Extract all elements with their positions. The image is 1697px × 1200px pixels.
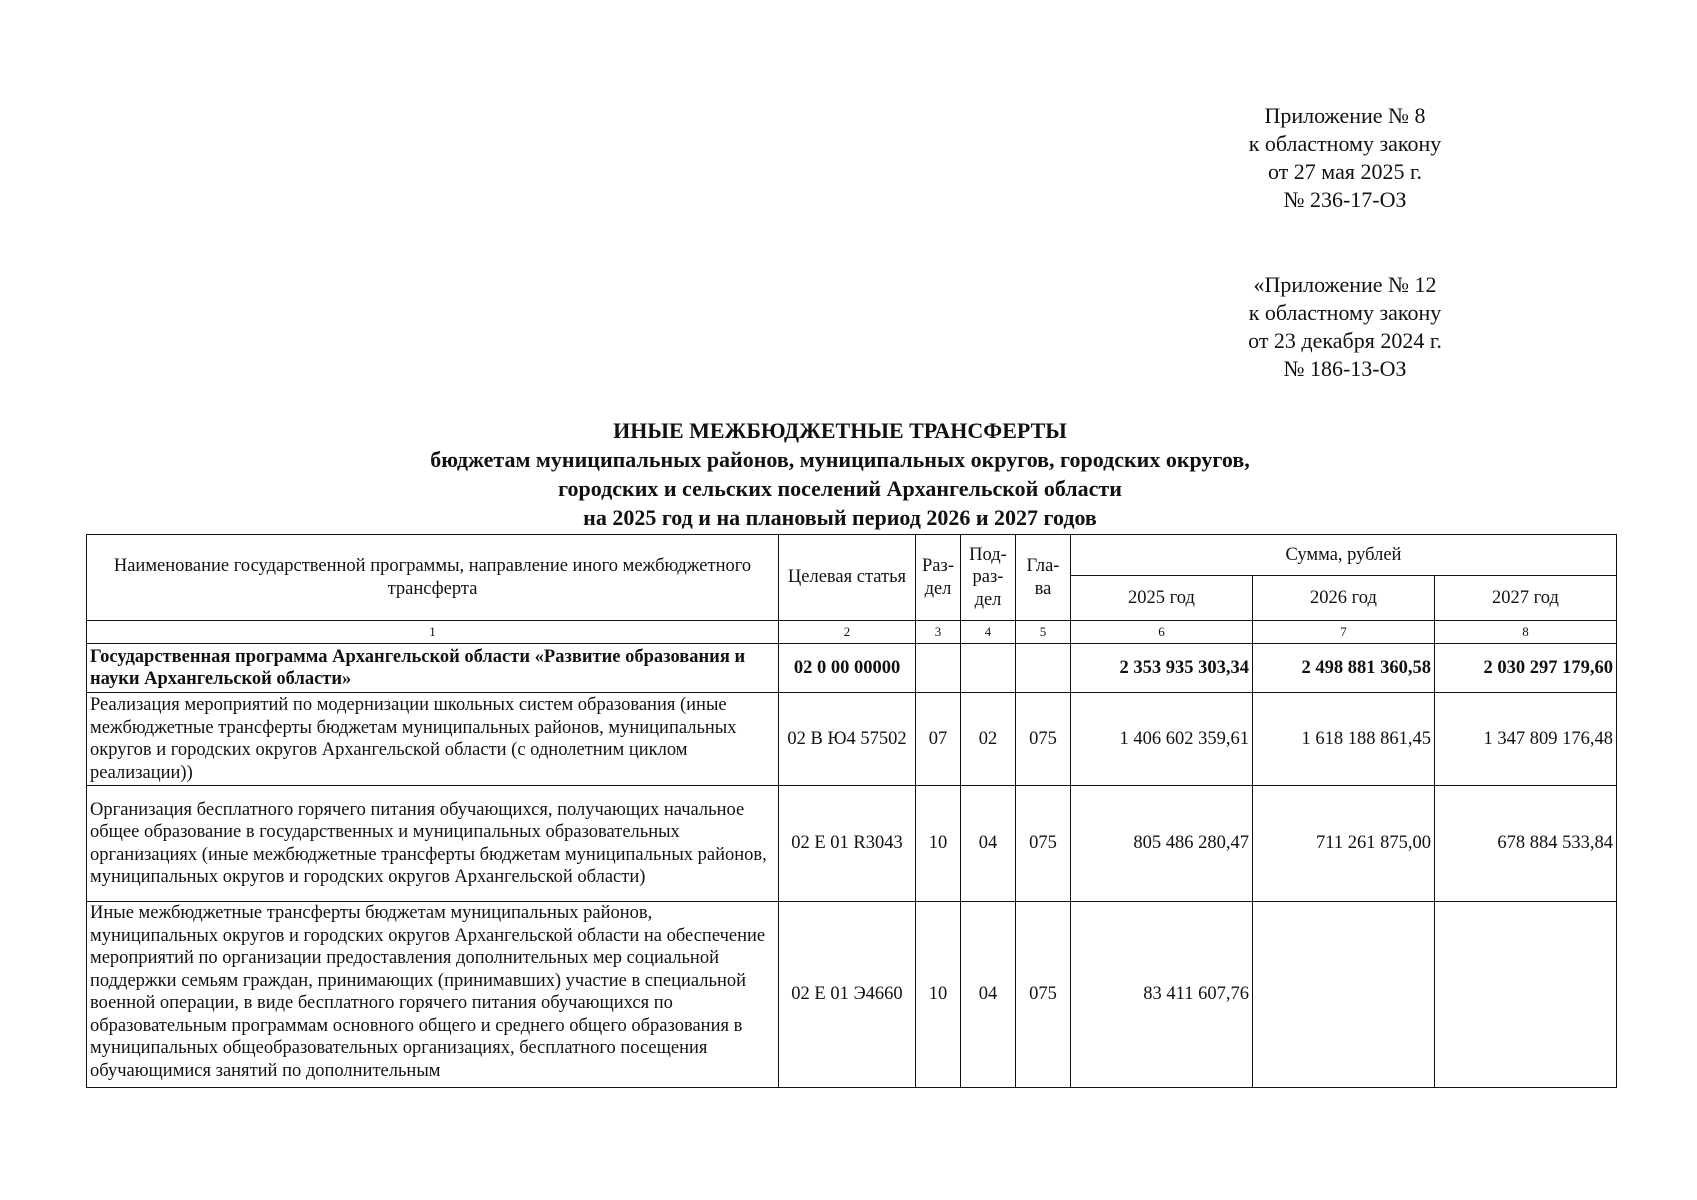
row-2026 xyxy=(1253,902,1435,1088)
row-target: 02 0 00 00000 xyxy=(779,644,916,693)
column-number: 8 xyxy=(1435,621,1617,644)
row-name: Реализация мероприятий по модернизации школьных систем образования (иные межбюджетные трансферты бюджетам муниципальных районов, муниципальных округов и городских округов Архангельской области (с однолетним циклом реализации)) xyxy=(87,693,779,786)
row-2026: 1 618 188 861,45 xyxy=(1253,693,1435,786)
row-name: Иные межбюджетные трансферты бюджетам муниципальных районов, муниципальных округов и городских округов Архангельской области на обеспечение мероприятий по организации предоставления дополнительных мер социальной поддержки семьям граждан, принимающих (принимавших) участие в специальной военной операции, в виде бесплатного горячего питания обучающихся по образовательным программам основного общего и среднего общего образования в муниципальных общеобразовательных организациях, бесплатного посещения обучающимися занятий по дополнительным xyxy=(87,902,779,1088)
row-chapter: 075 xyxy=(1016,786,1071,902)
title-line-3: городских и сельских поселений Архангельской области xyxy=(558,476,1122,501)
header-target: Целевая статья xyxy=(779,535,916,621)
column-number: 5 xyxy=(1016,621,1071,644)
row-section xyxy=(916,644,961,693)
row-2025: 805 486 280,47 xyxy=(1071,786,1253,902)
table-row xyxy=(87,644,1617,693)
column-numbers-row xyxy=(87,621,1617,644)
transfers-table xyxy=(86,534,1617,1088)
title-line-2: бюджетам муниципальных районов, муниципальных округов, городских округов, xyxy=(430,447,1250,472)
appendix-amended-line-1: «Приложение № 12 xyxy=(1253,272,1437,297)
row-chapter xyxy=(1016,644,1071,693)
appendix-current-note xyxy=(1215,102,1475,214)
appendix-amended-note xyxy=(1215,271,1475,383)
row-section: 10 xyxy=(916,786,961,902)
table-row xyxy=(87,902,1617,1088)
row-subsection xyxy=(961,644,1016,693)
appendix-current-line-2: к областному закону xyxy=(1248,131,1442,156)
appendix-amended-line-2: к областному закону xyxy=(1248,300,1442,325)
row-section: 10 xyxy=(916,902,961,1088)
row-section: 07 xyxy=(916,693,961,786)
row-target: 02 В Ю4 57502 xyxy=(779,693,916,786)
row-2027: 2 030 297 179,60 xyxy=(1435,644,1617,693)
row-2026: 2 498 881 360,58 xyxy=(1253,644,1435,693)
column-number: 2 xyxy=(779,621,916,644)
row-2025: 1 406 602 359,61 xyxy=(1071,693,1253,786)
document-title xyxy=(300,416,1380,532)
title-line-1: ИНЫЕ МЕЖБЮДЖЕТНЫЕ ТРАНСФЕРТЫ xyxy=(613,418,1067,443)
column-number: 1 xyxy=(87,621,779,644)
row-subsection: 02 xyxy=(961,693,1016,786)
row-2027 xyxy=(1435,902,1617,1088)
header-2025: 2025 год xyxy=(1071,576,1253,621)
header-row xyxy=(87,535,1617,576)
header-2027: 2027 год xyxy=(1435,576,1617,621)
column-number: 6 xyxy=(1071,621,1253,644)
row-2025: 2 353 935 303,34 xyxy=(1071,644,1253,693)
column-number: 4 xyxy=(961,621,1016,644)
row-chapter: 075 xyxy=(1016,902,1071,1088)
row-target: 02 Е 01 Э4660 xyxy=(779,902,916,1088)
table-row xyxy=(87,693,1617,786)
row-2025: 83 411 607,76 xyxy=(1071,902,1253,1088)
row-name: Государственная программа Архангельской области «Развитие образования и науки Архангельской области» xyxy=(87,644,779,693)
row-2026: 711 261 875,00 xyxy=(1253,786,1435,902)
row-name: Организация бесплатного горячего питания обучающихся, получающих начальное общее образование в государственных и муниципальных образовательных организациях (иные межбюджетные трансферты бюджетам муниципальных районов, муниципальных округов и городских округов Архангельской области) xyxy=(87,786,779,902)
header-name: Наименование государственной программы, направление иного межбюджетного трансферта xyxy=(87,535,779,621)
appendix-current-line-4: № 236-17-ОЗ xyxy=(1283,187,1407,212)
header-sum: Сумма, рублей xyxy=(1071,535,1617,576)
appendix-current-line-1: Приложение № 8 xyxy=(1264,103,1426,128)
title-line-4: на 2025 год и на плановый период 2026 и 2027 годов xyxy=(583,505,1097,530)
header-section: Раз- дел xyxy=(916,535,961,621)
row-2027: 678 884 533,84 xyxy=(1435,786,1617,902)
row-2027: 1 347 809 176,48 xyxy=(1435,693,1617,786)
header-chapter: Гла- ва xyxy=(1016,535,1071,621)
row-subsection: 04 xyxy=(961,786,1016,902)
appendix-amended-line-4: № 186-13-ОЗ xyxy=(1283,356,1407,381)
column-number: 7 xyxy=(1253,621,1435,644)
appendix-current-line-3: от 27 мая 2025 г. xyxy=(1267,159,1423,184)
header-2026: 2026 год xyxy=(1253,576,1435,621)
table-row xyxy=(87,786,1617,902)
row-chapter: 075 xyxy=(1016,693,1071,786)
column-number: 3 xyxy=(916,621,961,644)
appendix-amended-line-3: от 23 декабря 2024 г. xyxy=(1248,328,1442,353)
row-target: 02 Е 01 R3043 xyxy=(779,786,916,902)
header-subsection: Под- раз- дел xyxy=(961,535,1016,621)
row-subsection: 04 xyxy=(961,902,1016,1088)
